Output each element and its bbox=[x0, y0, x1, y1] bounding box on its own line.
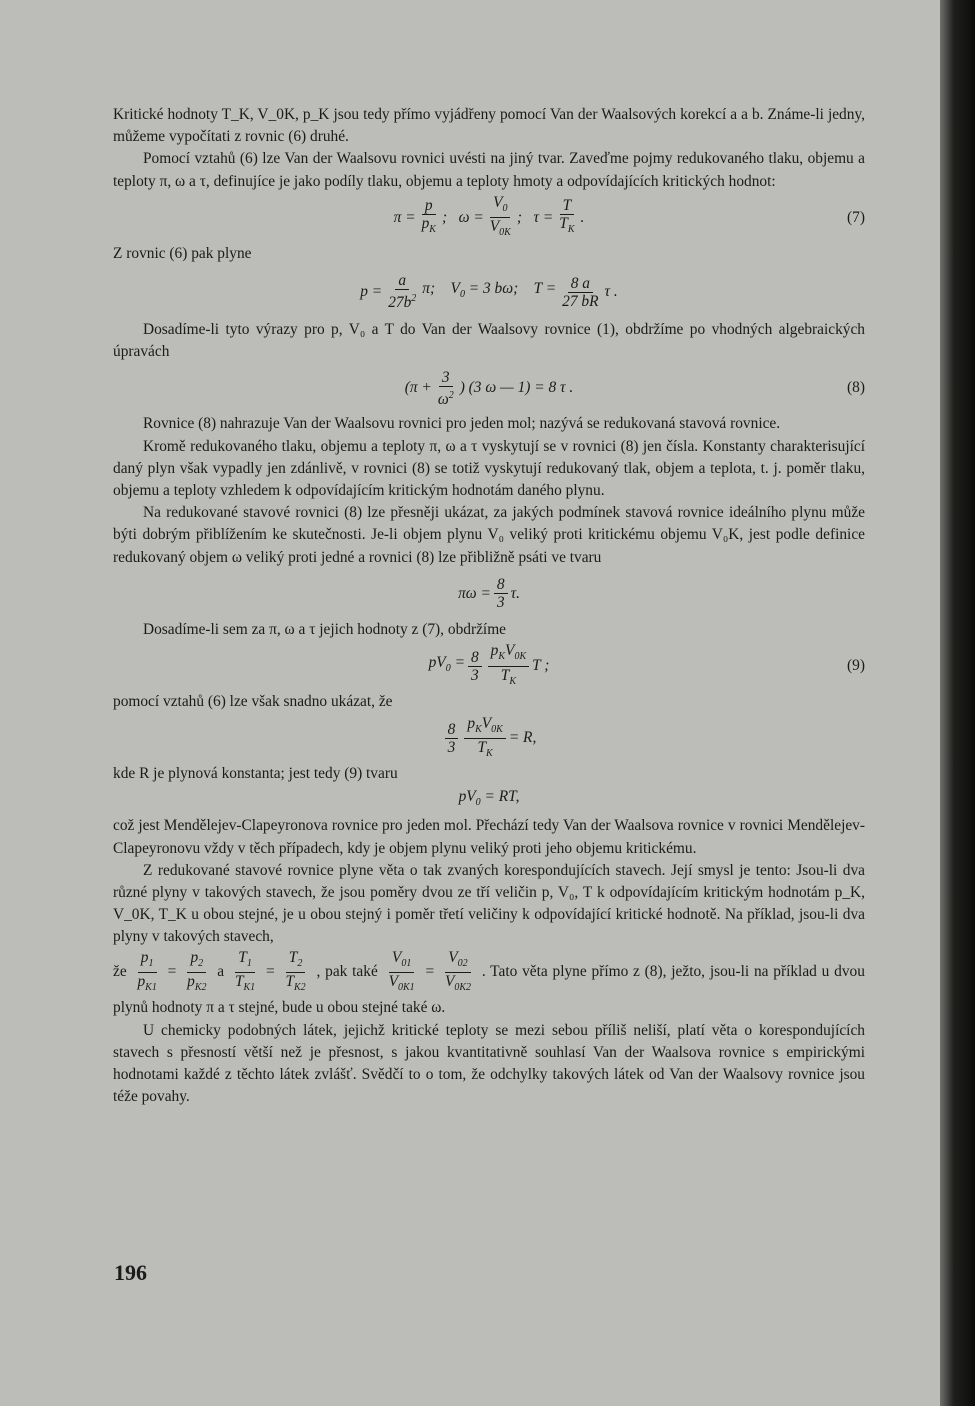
equation-7-label: (7) bbox=[847, 208, 865, 226]
equation-substitution: p = $\frac{a}{27b^2}$ π; $V_0 = 3$ bω; T = $\frac{8 a}{27 bR}$ τ . bbox=[360, 272, 618, 312]
equation-8-label: (8) bbox=[847, 379, 865, 397]
paragraph-12-mid: , pak také bbox=[316, 962, 378, 980]
equation-7: π = $\frac{p}{p_K}$ ; ω = $\frac{V_0}{V_{0K}}$ ; τ = $\frac{T}{T_K}$ . (7) bbox=[393, 194, 865, 239]
equation-ideal-gas: $pV_0$ = RT, bbox=[458, 788, 520, 809]
paragraph-7: Na redukované stavové rovnici (8) lze přesněji ukázat, za jakých podmínek stavová rovnice ideálního plynu může býti dobrým přiblížením ke skutečnosti. Je-li objem plynu V₀ veliký proti kritickému objemu V₀K, jest podle definice redukovaný objem ω veliký proti jedné a rovnici (8) lze přibližně psáti ve tvaru bbox=[113, 504, 865, 566]
paragraph-13: U chemicky podobných látek, jejichž kritické teploty se mezi sebou příliš neliší, platí věta o korespondujících stavech s přesností větší než je přesnost, s jakou kvantitativně souhlasí Van der Waalsova rovnice s empirickými hodnotami každé z těchto látek zvlášť. Svědčí to o tom, že odchylky takových látek od Van der Waalsovy rovnice jsou téže povahy. bbox=[113, 1021, 865, 1106]
page-number: 196 bbox=[114, 1260, 147, 1285]
paragraph-8: Dosadíme-li sem za π, ω a τ jejich hodnoty z (7), obdržíme bbox=[143, 620, 507, 638]
paragraph-11: což jest Mendělejev-Clapeyronova rovnice pro jeden mol. Přechází tedy Van der Waalsova rovnice v rovnici Mendělejev-Clapeyronovu vždy v těch případech, kdy je objem plynu veliký proti jeho objemu kritickému. bbox=[113, 817, 865, 857]
paragraph-12-end: . Tato věta plyne přímo z (8), ježto, jsou-li na příklad u dvou plynů hodnoty π a τ stejné, bude u obou stejné také ω. bbox=[113, 962, 865, 1016]
paragraph-12-and: a bbox=[217, 962, 225, 980]
paragraph-6: Kromě redukovaného tlaku, objemu a teploty π, ω a τ vyskytují se v rovnici (8) jen čísla. Konstanty charakterisující daný plyn však vypadly jen zdánlivě, v rovnici (8) se totiž vyskytují redukovaný tlak, objem a teplota, t. j. poměr tlaku, objemu a teploty vzhledem k odpovídajícím kritickým hodnotám daného plynu. bbox=[113, 437, 865, 500]
paragraph-12: Z redukované stavové rovnice plyne věta o tak zvaných korespondujících stavech. Její smysl je tento: Jsou-li dva různé plyny v takových stavech, že jsou poměry dvou ze tří veličin p, V₀, T k odpovídajícím kritickým hodnotám p_K, V_0K, T_K u obou stejné, je u obou stejný i poměr třetí veličiny k odpovídající kritické hodnotě. Na příklad, jsou-li dva plyny v takových stavech, bbox=[113, 861, 865, 946]
page-text bbox=[113, 104, 865, 1109]
paragraph-12-continued: že $\frac{p_1}{p_{K1}}$ = $\frac{p_2}{p_{K2}}$ a $\frac{T_1}{T_{K1}}$ = $\frac{T_2}{T_{K2}}$ , pak také $\frac{V_{01}}{V_{0K1}}$ = $\frac{V_{02}}{V_{0K2}}$ . Tato věta plyne přímo z (8), ježto, jsou-li na příklad u dvou plynů hodnoty π a τ stejné, bude u obou stejné také ω. bbox=[113, 948, 865, 1016]
paragraph-1: Kritické hodnoty T_K, V_0K, p_K jsou tedy přímo vyjádřeny pomocí Van der Waalsových korekcí a a b. Známe-li jedny, můžeme vypočítati z rovnic (6) druhé. bbox=[113, 106, 865, 146]
paragraph-12-start: že bbox=[113, 962, 127, 980]
paragraph-5: Rovnice (8) nahrazuje Van der Waalsovu rovnici pro jeden mol; nazývá se redukovaná stavová rovnice. bbox=[143, 415, 781, 433]
book-spine-shadow bbox=[940, 0, 975, 1406]
paragraph-4: Dosadíme-li tyto výrazy pro p, V₀ a T do Van der Waalsovy rovnice (1), obdržíme po vhodných algebraických úpravách bbox=[113, 321, 865, 361]
equation-8: (π + $\frac{3}{\omega^2}$ ) (3 ω — 1) = 8 τ . (8) bbox=[404, 368, 865, 408]
equation-approx: πω = $\frac{8}{3}$ τ. bbox=[458, 576, 520, 612]
equation-9-label: (9) bbox=[847, 656, 865, 674]
paragraph-9: pomocí vztahů (6) lze však snadno ukázat, že bbox=[113, 693, 393, 711]
equation-9: $pV_0$ = $\frac{8}{3}$ $p_KV_{0K}$ $T_K$ T ; (9) bbox=[428, 642, 865, 687]
paragraph-2: Pomocí vztahů (6) lze Van der Waalsovu rovnici uvésti na jiný tvar. Zaveďme pojmy redukovaného tlaku, objemu a teploty π, ω a τ, definujíce je jako podíly tlaku, objemu a teploty hmoty a odpovídajících kritických hodnot: bbox=[113, 150, 865, 190]
paragraph-10: kde R je plynová konstanta; jest tedy (9) tvaru bbox=[113, 765, 398, 783]
equation-gas-constant: 8 3 $p_KV_{0K}$ $T_K$ = R, bbox=[113, 713, 865, 763]
paragraph-3: Z rovnic (6) pak plyne bbox=[113, 244, 252, 262]
